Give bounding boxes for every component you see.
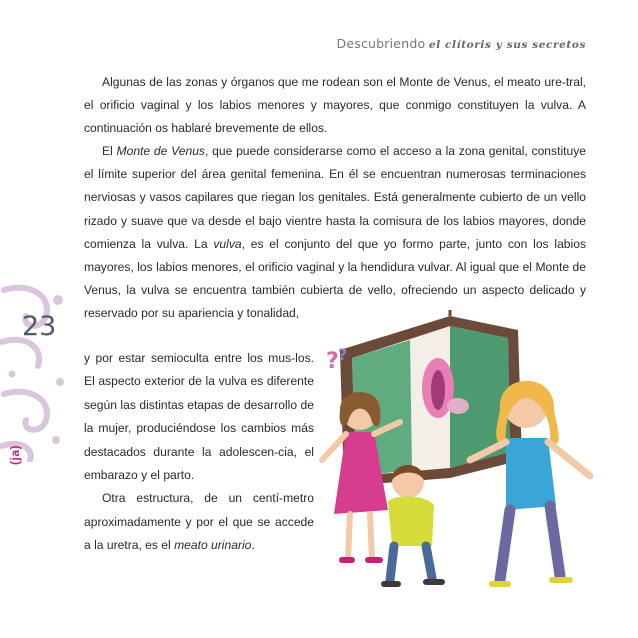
header-title: Descubriendo xyxy=(336,36,426,51)
body-text-column xyxy=(84,347,314,558)
page-number: 23 xyxy=(22,311,57,342)
side-label xyxy=(8,445,22,465)
term-vulva: vulva xyxy=(213,236,242,251)
paragraph-1: Algunas de las zonas y órganos que me rodean son el Monte de Venus, el meato ure-tral, el orificio vaginal y los labios menores y mayores, que conmigo constituyen la vulva. A continuación os hablaré brevemente de ellos. xyxy=(84,75,586,136)
header-subtitle: el clítoris y sus secretos xyxy=(428,39,586,51)
term-monte-de-venus: Monte de Venus xyxy=(116,144,205,159)
question-mark-symbol: ? xyxy=(326,349,339,374)
side-label-bold: (ja) xyxy=(8,445,22,465)
paragraph-2: El Monte de Venus, que puede considerarse como el acceso a la zona genital, constituye el límite superior del área genital femenina. En él se encuentran numerosas terminaciones nerviosas y vasos capilares que riegan los genitales. Está generalmente cubierto de un vello rizado y suave que va desde el bajo vientre hasta la comisura de los labios mayores, donde comienza la vulva. La vulva, es el conjunto del que yo formo parte, junto con los labios mayores, los labios menores, el orificio vaginal y la hendidura vulvar. Al igual que el Monte de Venus, la vulva se encuentra también cubierta de vello, ofreciendo un aspecto delicado y reservado por su apariencia y tonalidad, xyxy=(84,144,586,320)
boy-figure xyxy=(384,465,442,584)
term-meato-urinario: meato urinario xyxy=(174,538,252,553)
illustration-children-anatomy-board xyxy=(300,310,600,600)
paragraph-2-continued: y por estar semioculta entre los mus-los. El aspecto exterior de la vulva es diferente según las distintas etapas de desarrollo de la mujer, produciéndose los cambios más destacados durante la adolescen-cia, el embarazo y el parto. xyxy=(84,351,314,483)
svg-text:?: ? xyxy=(338,345,348,364)
swirl-ornament xyxy=(0,282,72,462)
body-text-top xyxy=(84,71,586,325)
running-header xyxy=(337,36,586,51)
paragraph-3: Otra estructura, de un centí-metro aproximadamente y por el que se accede a la uretra, es el meato urinario. xyxy=(84,491,314,553)
